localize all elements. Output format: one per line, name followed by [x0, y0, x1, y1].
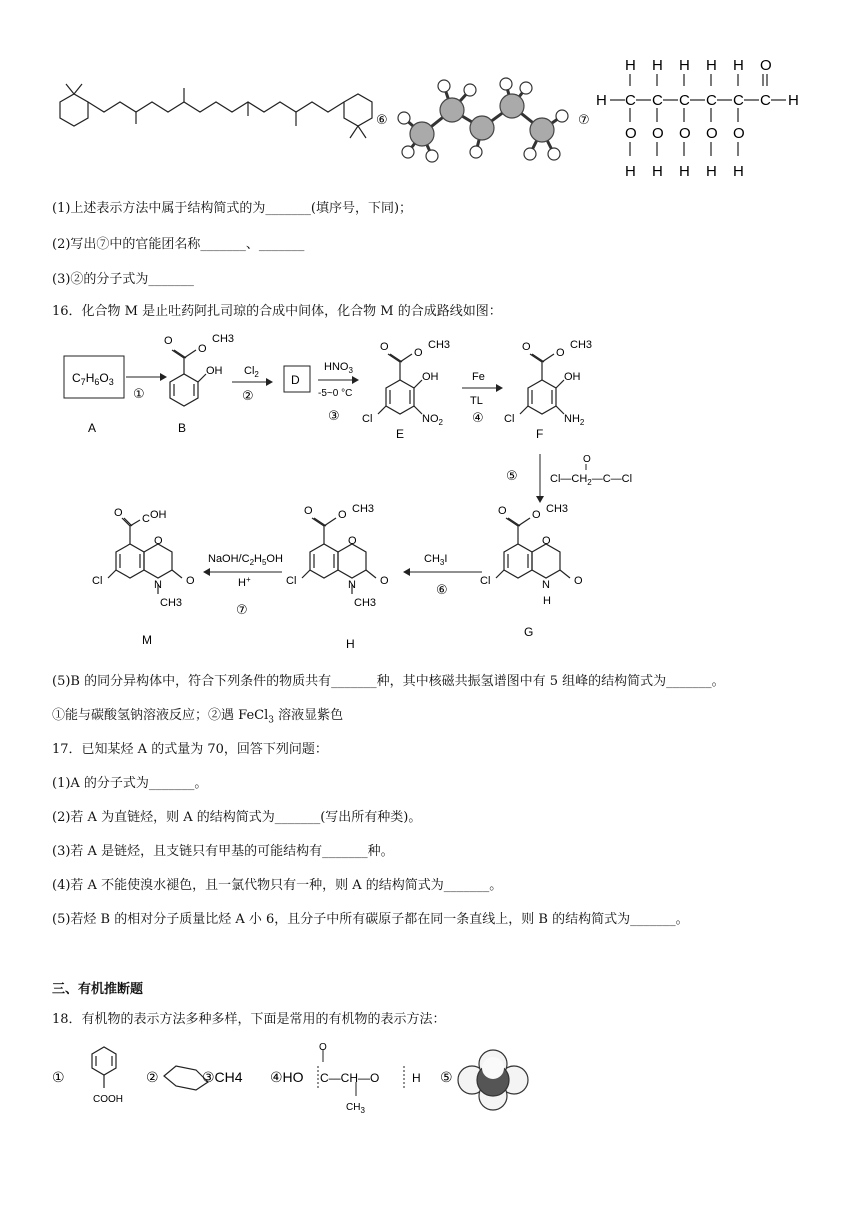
svg-text:C: C	[142, 513, 150, 525]
svg-text:Cl: Cl	[362, 413, 373, 425]
compound-M-structure	[108, 518, 182, 594]
chain-h-bottom: H	[679, 163, 690, 180]
svg-text:TL: TL	[470, 395, 483, 407]
svg-text:OH: OH	[564, 371, 581, 383]
svg-text:CH3: CH3	[212, 333, 235, 345]
svg-text:O: O	[114, 507, 123, 519]
label-E: E	[396, 427, 405, 441]
compound-G-structure	[496, 518, 570, 578]
synthesis-route-scheme	[0, 322, 860, 662]
svg-text:O: O	[304, 505, 313, 517]
reagent-h-plus: H+	[238, 575, 251, 589]
reagent-naoh-ethanol: NaOH/$C_2H_5OH$	[208, 553, 283, 567]
q15-part3: (3)②的分子式为_______	[52, 272, 194, 287]
svg-text:CH3: CH3	[160, 597, 183, 609]
chain-h-top: H	[706, 57, 717, 74]
svg-text:Cl: Cl	[504, 413, 515, 425]
q15-part1: (1)上述表示方法中属于结构简式的为_______(填序号，下同)；	[52, 201, 413, 216]
label-B: B	[178, 421, 187, 435]
svg-text:O: O	[532, 509, 541, 521]
svg-text:O: O	[348, 535, 357, 547]
polyene-skeletal-structure	[60, 84, 372, 138]
svg-text:Fe: Fe	[472, 371, 485, 383]
compound-F-structure	[520, 354, 564, 414]
label-M: M	[142, 633, 152, 647]
svg-text:CH3: CH3	[570, 339, 593, 351]
chain-h-bottom: H	[733, 163, 744, 180]
amino-group: $NH_2$	[564, 413, 585, 427]
svg-text:O: O	[380, 575, 389, 587]
q17-intro: 17．已知某烃 A 的式量为 70，回答下列问题：	[52, 742, 328, 757]
svg-text:N: N	[348, 579, 356, 591]
chain-h-bottom: H	[652, 163, 663, 180]
svg-text:OH: OH	[422, 371, 439, 383]
svg-text:COOH: COOH	[93, 1094, 123, 1105]
q17-part4: (4)若 A 不能使溴水褪色，且一氯代物只有一种，则 A 的结构简式为_______。	[52, 878, 503, 893]
item-1-label: ①	[52, 1069, 65, 1085]
q17-part5: (5)若烃 B 的相对分子质量比烃 A 小 6，且分子中所有碳原子都在同一条直线上，则 B 的结构简式为_______。	[52, 912, 689, 927]
chain-h-top: H	[733, 57, 744, 74]
item-4-label: ④HO	[270, 1069, 304, 1085]
chain-oxygen: O	[652, 125, 664, 142]
polylactic-ch3: $CH_3$	[346, 1102, 365, 1115]
reagent-hno3: $HNO_3$	[324, 361, 353, 375]
reagent-ch3i: $CH_3I$	[424, 553, 448, 567]
svg-text:CH3: CH3	[352, 503, 375, 515]
svg-text:O: O	[583, 454, 591, 465]
nitro-group: $NO_2$	[422, 413, 443, 427]
svg-text:O: O	[414, 347, 423, 359]
svg-text:O: O	[186, 575, 195, 587]
reagent-chloroacetyl-chloride: $Cl—CH_2—C—Cl$	[550, 473, 633, 487]
svg-text:H: H	[412, 1071, 421, 1085]
svg-text:O: O	[556, 347, 565, 359]
terminal-h-left: H	[596, 92, 607, 109]
svg-text:CH3: CH3	[354, 597, 377, 609]
q17-part1: (1)A 的分子式为_______。	[52, 776, 208, 791]
chain-carbon: C	[679, 92, 690, 109]
chain-carbon: C	[733, 92, 744, 109]
svg-text:O: O	[542, 535, 551, 547]
svg-text:OH: OH	[206, 365, 223, 377]
svg-text:O: O	[338, 509, 347, 521]
label-H: H	[346, 637, 355, 651]
svg-text:-5~0 °C: -5~0 °C	[318, 388, 353, 399]
svg-text:Cl: Cl	[92, 575, 103, 587]
chain-carbon: C	[706, 92, 717, 109]
benzoic-acid-structure	[92, 1047, 116, 1088]
chain-oxygen: O	[625, 125, 637, 142]
chain-carbon: C	[625, 92, 636, 109]
q18-representations	[0, 1030, 860, 1120]
q15-part2: (2)写出⑦中的官能团名称_______、_______	[52, 237, 305, 252]
chain-h-bottom: H	[706, 163, 717, 180]
aldohexose-structural-formula	[596, 57, 799, 180]
q16-part5: (5)B 的同分异构体中，符合下列条件的物质共有_______种，其中核磁共振氢谱图中有 5 组峰的结构简式为_______。	[52, 674, 725, 689]
chain-h-bottom: H	[625, 163, 636, 180]
q16-conditions: ①能与碳酸氢钠溶液反应；②遇 FeCl$_3$ 溶液显紫色	[52, 708, 344, 726]
svg-text:O: O	[574, 575, 583, 587]
svg-text:H: H	[543, 595, 551, 607]
svg-text:O: O	[164, 335, 173, 347]
svg-text:④: ④	[472, 410, 484, 425]
chain-oxygen: O	[706, 125, 718, 142]
svg-text:O: O	[319, 1042, 327, 1053]
svg-text:C—CH—O: C—CH—O	[320, 1071, 380, 1085]
compound-E-structure	[378, 354, 422, 414]
section-title-organic-inference: 三、有机推断题	[52, 982, 144, 997]
reagent-cl2: $Cl_2$	[244, 365, 259, 379]
svg-text:⑦: ⑦	[236, 602, 248, 617]
top-structures	[0, 0, 860, 190]
label-6: ⑥	[376, 112, 388, 127]
item-2-label: ②	[146, 1069, 159, 1085]
chain-h-top: H	[679, 57, 690, 74]
ball-and-stick-model	[398, 78, 568, 162]
chain-carbon: C	[652, 92, 663, 109]
compound-H-structure	[302, 518, 376, 594]
chain-h-top: H	[625, 57, 636, 74]
aldehyde-carbon: C	[760, 92, 771, 109]
item-3-methane: ③CH4	[202, 1069, 243, 1085]
label-7: ⑦	[578, 112, 590, 127]
svg-text:O: O	[498, 505, 507, 517]
chain-oxygen: O	[733, 125, 745, 142]
item-5-label: ⑤	[440, 1069, 453, 1085]
svg-text:CH3: CH3	[428, 339, 451, 351]
label-D: D	[291, 373, 300, 387]
compound-A-formula: $C_7H_6O_3$	[72, 371, 114, 387]
svg-text:CH3: CH3	[546, 503, 569, 515]
svg-text:N: N	[542, 579, 550, 591]
q17-part3: (3)若 A 是链烃，且支链只有甲基的可能结构有_______种。	[52, 844, 394, 859]
svg-text:O: O	[522, 341, 531, 353]
q17-part2: (2)若 A 为直链烃，则 A 的结构简式为_______(写出所有种类)。	[52, 810, 422, 825]
methane-space-filling-model	[458, 1050, 528, 1110]
compound-B-structure	[170, 350, 206, 406]
svg-text:②: ②	[242, 388, 254, 403]
svg-text:O: O	[154, 535, 163, 547]
svg-text:⑤: ⑤	[506, 468, 518, 483]
aldehyde-oxygen: O	[760, 57, 772, 74]
svg-text:OH: OH	[150, 509, 167, 521]
label-A: A	[88, 421, 97, 435]
svg-text:⑥: ⑥	[436, 582, 448, 597]
label-F: F	[536, 427, 544, 441]
svg-text:O: O	[198, 343, 207, 355]
svg-text:③: ③	[328, 408, 340, 423]
svg-text:Cl: Cl	[480, 575, 491, 587]
chain-oxygen: O	[679, 125, 691, 142]
svg-text:O: O	[380, 341, 389, 353]
chain-h-top: H	[652, 57, 663, 74]
svg-text:Cl: Cl	[286, 575, 297, 587]
q18-intro: 18．有机物的表示方法多种多样，下面是常用的有机物的表示方法：	[52, 1012, 446, 1027]
q16-intro: 16．化合物 M 是止吐药阿扎司琼的合成中间体，化合物 M 的合成路线如图：	[52, 304, 502, 319]
label-G: G	[524, 625, 534, 639]
terminal-h-right: H	[788, 92, 799, 109]
step-1: ①	[133, 386, 145, 401]
svg-text:N: N	[154, 579, 162, 591]
